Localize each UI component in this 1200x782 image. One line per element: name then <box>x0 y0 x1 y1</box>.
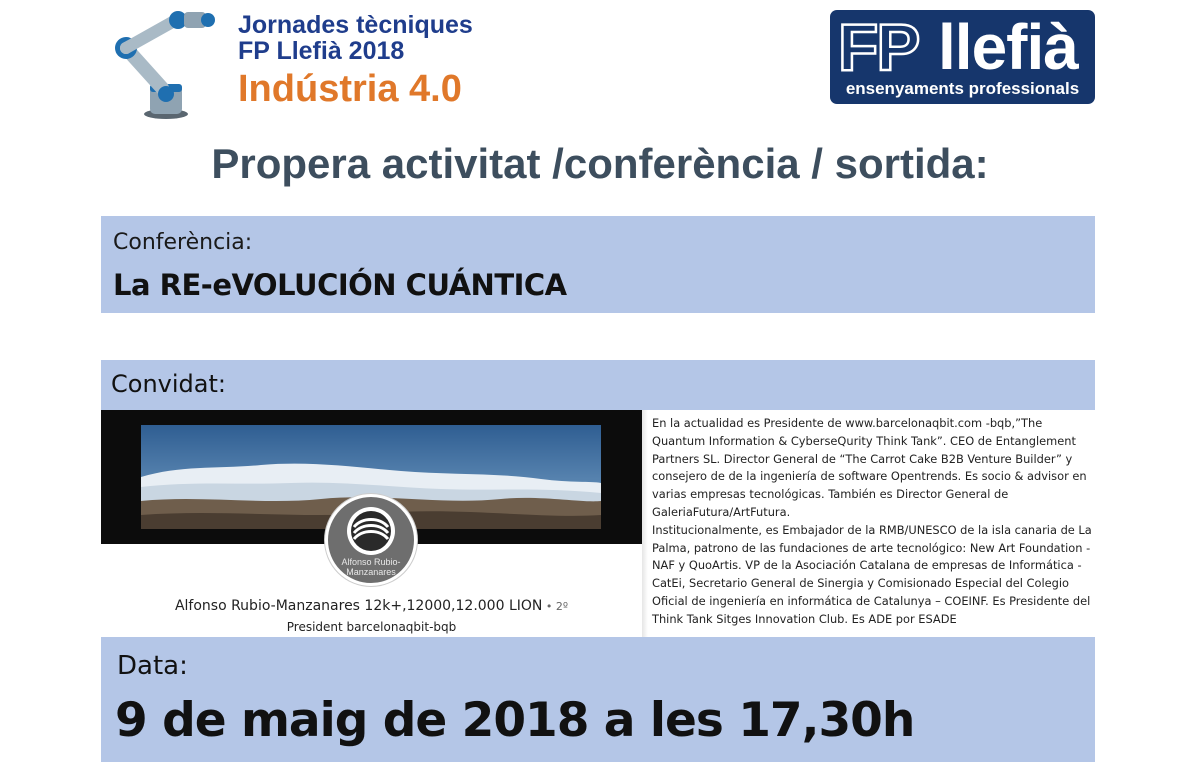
event-theme: Indústria 4.0 <box>238 68 462 110</box>
avatar <box>325 494 417 586</box>
event-title-line2: FP Llefià 2018 <box>238 37 405 65</box>
logo-subtitle: ensenyaments professionals <box>845 79 1080 98</box>
conference-box <box>101 216 1095 313</box>
date-label: Data: <box>117 651 188 681</box>
profile-card-edge <box>642 410 648 641</box>
connection-degree: • 2º <box>542 600 569 613</box>
conference-title: La RE-eVOLUCIÓN CUÁNTICA <box>113 268 567 302</box>
bio-paragraph-1: En la actualidad es Presidente de www.barcelonaqbit.com -bqb,”The Quantum Information & CyberseQurity Think Tank”. CEO de Entanglement Partners SL. Director General de “The Carrot Cake B2B Venture Builder” y consejero de de la ingeniería de software Opentrends. Es socio & advisor en varias empresas tecnológicas. También es Director General de GaleriaFutura/ArtFutura. <box>652 416 1087 519</box>
event-title-block <box>238 12 473 110</box>
guest-label: Convidat: <box>111 370 226 398</box>
profile-name-text: Alfonso Rubio-Manzanares 12k+,12000,12.000 LION <box>174 598 543 614</box>
date-value: 9 de maig de 2018 a les 17,30h <box>115 693 915 748</box>
guest-profile-card <box>101 410 642 641</box>
guest-box <box>101 360 1095 410</box>
profile-name <box>101 598 642 614</box>
profile-title: President barcelonaqbit-bqb <box>286 620 457 634</box>
logo-llefia-text: llefià <box>938 11 1078 83</box>
bio-paragraph-2: Institucionalmente, es Embajador de la RMB/UNESCO de la isla canaria de La Palma, patrono de las fundaciones de arte tecnológico: New Art Foundation - NAF y QuoArtis. VP de la Asociación Catalana de empresas de Informática - CatEi, Secretario General de Sinergia y Comisionado Especial del Colegio Oficial de ingeniería en informática de Catalunya – COEINF. Es Presidente del Think Tank Sitges Innovation Club. Es ADE por ESADE <box>652 522 1092 626</box>
logo-fp-text: FP <box>838 10 919 84</box>
conference-label: Conferència: <box>113 230 253 255</box>
page-heading: Propera activitat /conferència / sortida: <box>211 140 989 187</box>
guest-bio <box>652 415 1094 633</box>
robot-arm-icon <box>104 8 224 122</box>
event-title-line1: Jornades tècniques <box>238 11 473 39</box>
fp-llefia-logo <box>830 10 1095 104</box>
date-box <box>101 637 1095 762</box>
avatar-name-text: Alfonso Rubio-Manzanares <box>341 557 401 577</box>
